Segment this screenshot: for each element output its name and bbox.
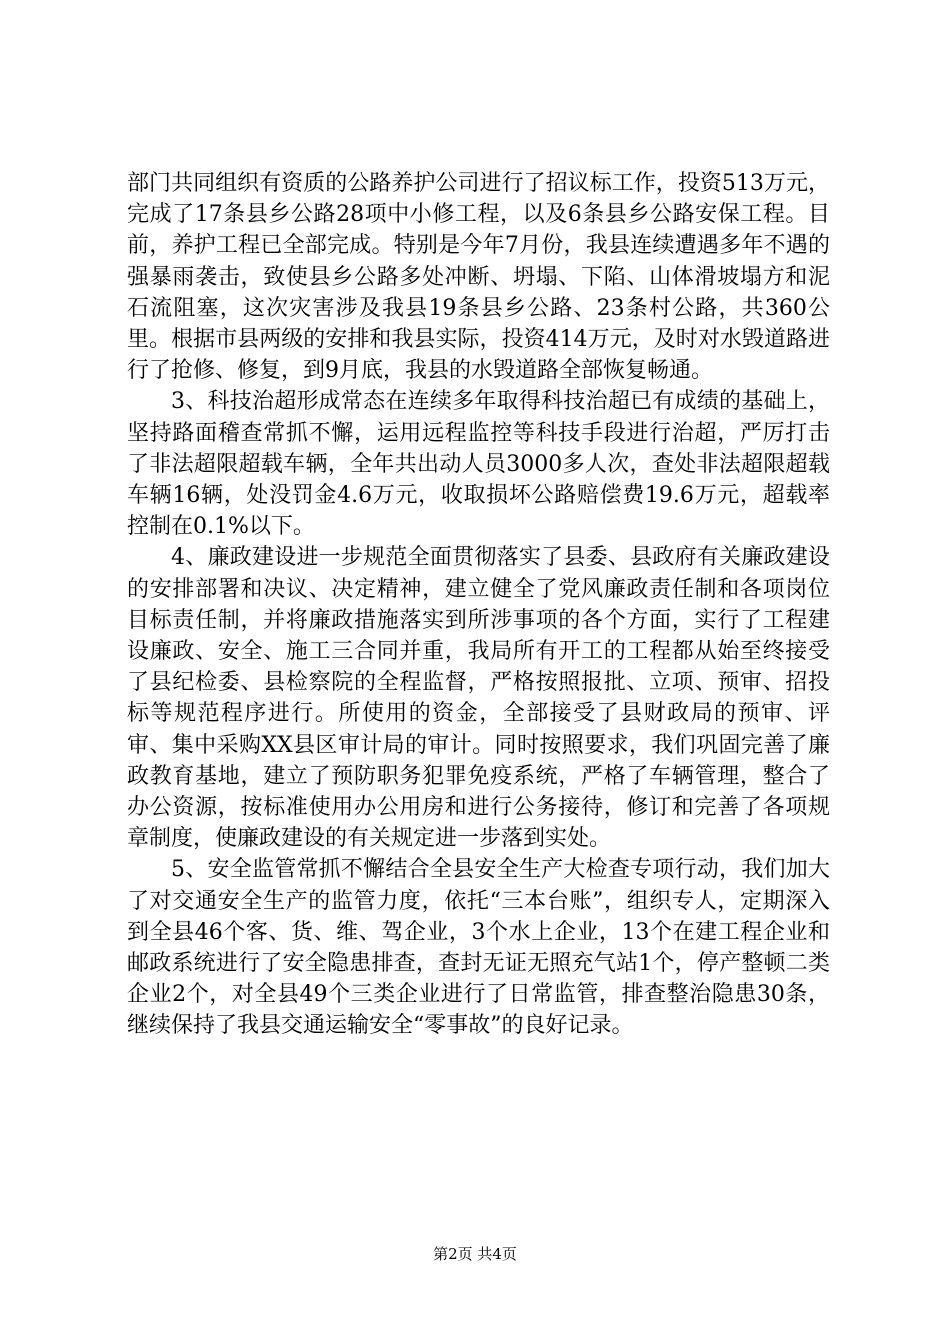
paragraph-overload-control: 3、科技治超形成常态在连续多年取得科技治超已有成绩的基础上，坚持路面稽查常抓不懈，运用远程监控等科技手段进行治超，严厉打击了非法超限超载车辆，全年共出动人员3000多人次，查处非法超限超载车辆16辆，处没罚金4.6万元，收取损坏公路赔偿费19.6万元，超载率控制在0.1%以下。 xyxy=(127,389,830,540)
paragraph-road-maintenance: 部门共同组织有资质的公路养护公司进行了招议标工作，投资513万元，完成了17条县乡公路28项中小修工程，以及6条县乡公路安保工程。目前，养护工程已全部完成。特别是今年7月份，我县连续遭遇多年不遇的强暴雨袭击，致使县乡公路多处冲断、坍塌、下陷、山体滑坡塌方和泥石流阻塞，这次灾害涉及我县19条县乡公路、23条村公路，共360公里。根据市县两级的安排和我县实际，投资414万元，及时对水毁道路进行了抢修、修复，到9月底，我县的水毁道路全部恢复畅通。 xyxy=(127,171,830,384)
paragraph-integrity-building: 4、廉政建设进一步规范全面贯彻落实了县委、县政府有关廉政建设的安排部署和决议、决定精神，建立健全了党风廉政责任制和各项岗位目标责任制，并将廉政措施落实到所涉事项的各个方面，实行了工程建设廉政、安全、施工三合同并重，我局所有开工的工程都从始至终接受了县纪检委、县检察院的全程监督，严格按照报批、立项、预审、招投标等规范程序进行。所使用的资金，全部接受了县财政局的预审、评审、集中采购XX县区审计局的审计。同时按照要求，我们巩固完善了廉政教育基地，建立了预防职务犯罪免疫系统，严格了车辆管理，整合了办公资源，按标准使用办公用房和进行公务接待，修订和完善了各项规章制度，使廉政建设的有关规定进一步落到实处。 xyxy=(127,545,830,852)
paragraph-safety-supervision: 5、安全监管常抓不懈结合全县安全生产大检查专项行动，我们加大了对交通安全生产的监管力度，依托“三本台账”，组织专人，定期深入到全县46个客、货、维、驾企业，3个水上企业，13个在建工程企业和邮政系统进行了安全隐患排查，查封无证无照充气站1个，停产整顿二类企业2个，对全县49个三类企业进行了日常监管，排查整治隐患30条，继续保持了我县交通运输安全“零事故”的良好记录。 xyxy=(127,857,830,1039)
page-footer: 第2页 共4页 xyxy=(433,1245,517,1263)
document-body xyxy=(127,168,830,1042)
